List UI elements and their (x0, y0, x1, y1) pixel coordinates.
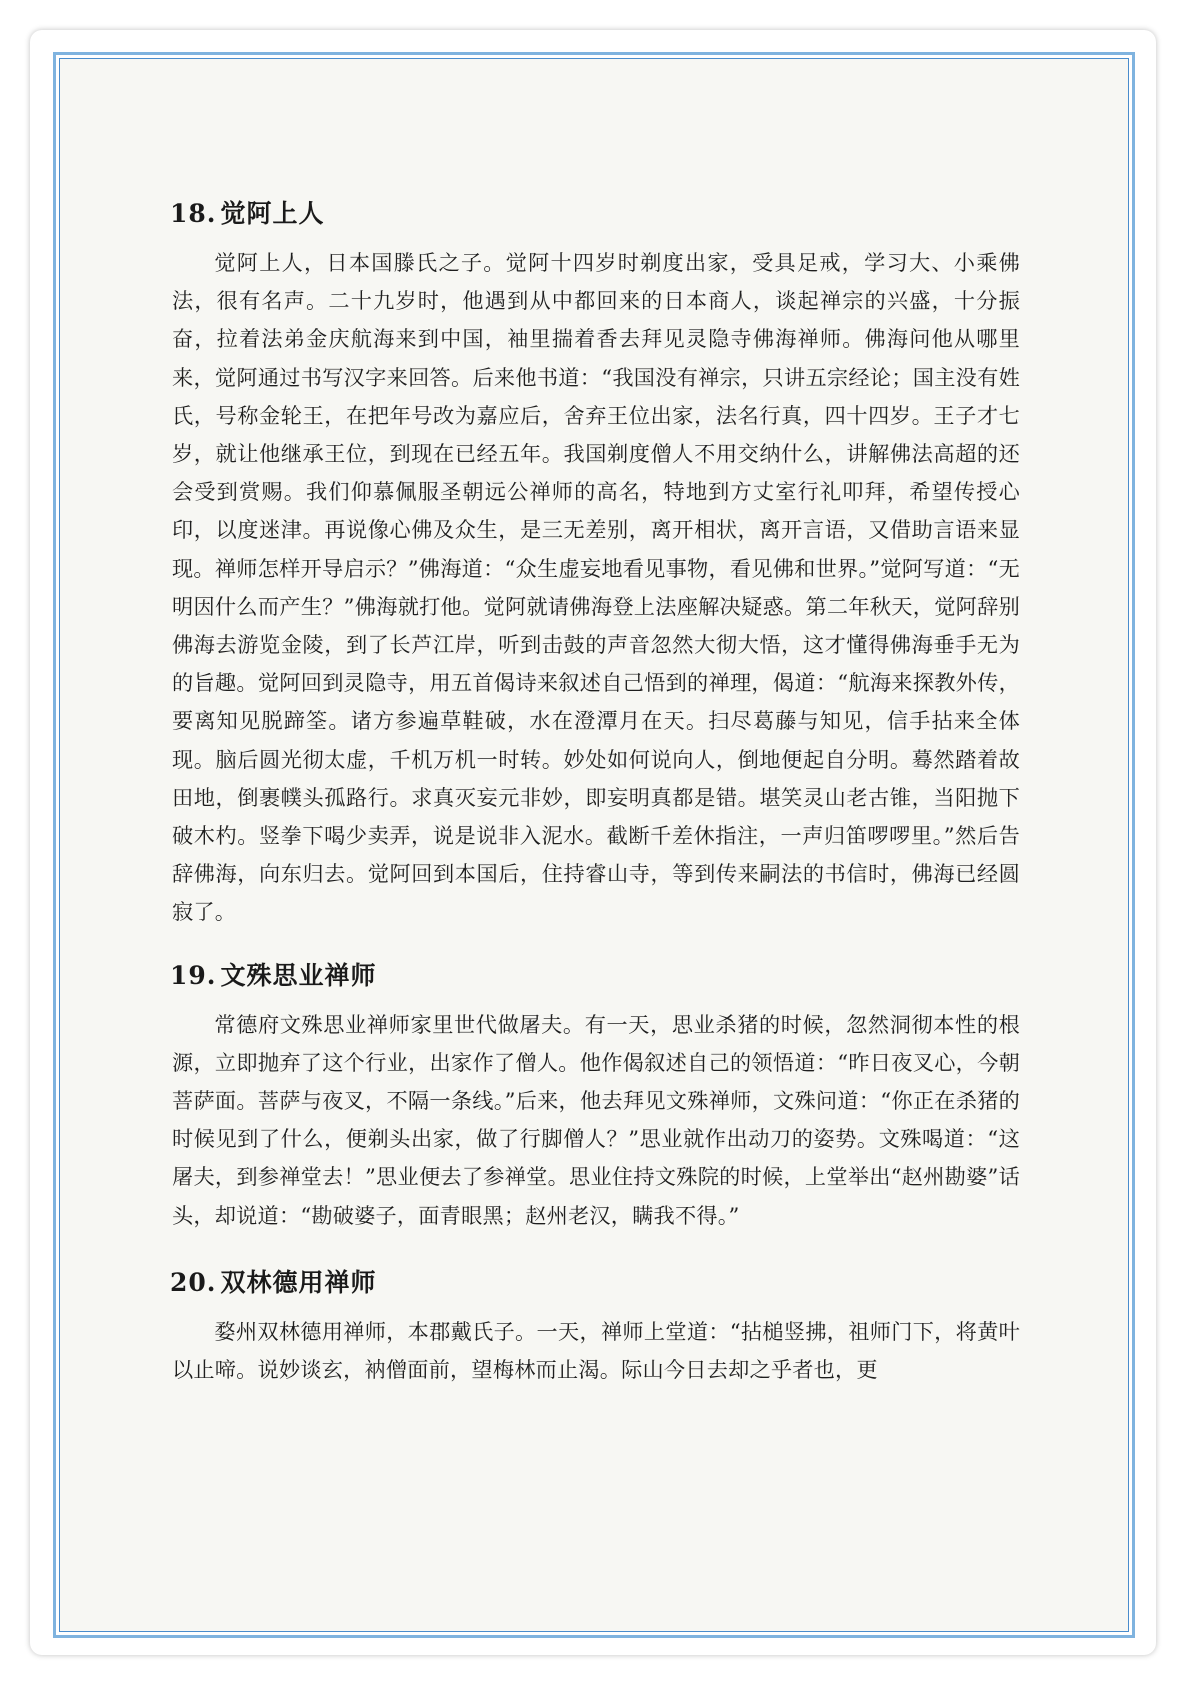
section-body: 婺州双林德用禅师，本郡戴氏子。一天，禅师上堂道：“拈槌竖拂，祖师门下，将黄叶以止啼。说妙谈玄，衲僧面前，望梅林而止渴。际山今日去却之乎者也，更 (172, 1318, 1020, 1383)
section-heading (170, 958, 1020, 994)
section-title: 双林德用禅师 (220, 1267, 377, 1297)
section-heading (170, 196, 1020, 232)
section-19 (172, 958, 1020, 1235)
section-20 (172, 1265, 1020, 1389)
section-body: 觉阿上人，日本国滕氏之子。觉阿十四岁时剃度出家，受具足戒，学习大、小乘佛法，很有名声。二十九岁时，他遇到从中都回来的日本商人，谈起禅宗的兴盛，十分振奋，拉着法弟金庆航海来到中国，袖里揣着香去拜见灵隐寺佛海禅师。佛海问他从哪里来，觉阿通过书写汉字来回答。后来他书道：“我国没有禅宗，只讲五宗经论；国主没有姓氏，号称金轮王，在把年号改为嘉应后，舍弃王位出家，法名行真，四十四岁。王子才七岁，就让他继承王位，到现在已经五年。我国剃度僧人不用交纳什么，讲解佛法高超的还会受到赏赐。我们仰慕佩服圣朝远公禅师的高名，特地到方丈室行礼叩拜，希望传授心印，以度迷津。再说像心佛及众生，是三无差别，离开相状，离开言语，又借助言语来显现。禅师怎样开导启示？”佛海道：“众生虚妄地看见事物，看见佛和世界。”觉阿写道：“无明因什么而产生？”佛海就打他。觉阿就请佛海登上法座解决疑惑。第二年秋天，觉阿辞别佛海去游览金陵，到了长芦江岸，听到击鼓的声音忽然大彻大悟，这才懂得佛海垂手无为的旨趣。觉阿回到灵隐寺，用五首偈诗来叙述自己悟到的禅理，偈道：“航海来探教外传，要离知见脱蹄筌。诸方参遍草鞋破，水在澄潭月在天。扫尽葛藤与知见，信手拈来全体现。脑后圆光彻太虚，千机万机一时转。妙处如何说向人，倒地便起自分明。蓦然踏着故田地，倒裹幞头孤路行。求真灭妄元非妙，即妄明真都是错。堪笑灵山老古锥，当阳抛下破木杓。竖拳下喝少卖弄，说是说非入泥水。截断千差休指注，一声归笛啰啰里。”然后告辞佛海，向东归去。觉阿回到本国后，住持睿山寺，等到传来嗣法的书信时，佛海已经圆寂了。 (172, 250, 1020, 925)
section-title: 文殊思业禅师 (220, 960, 377, 990)
section-number: 18. (170, 199, 217, 228)
section-18 (172, 196, 1020, 932)
page-content (172, 196, 1020, 1389)
section-number: 19. (170, 960, 217, 990)
section-heading (170, 1265, 1020, 1301)
section-number: 20. (170, 1267, 217, 1297)
section-body: 常德府文殊思业禅师家里世代做屠夫。有一天，思业杀猪的时候，忽然洞彻本性的根源，立即抛弃了这个行业，出家作了僧人。他作偈叙述自己的领悟道：“昨日夜叉心，今朝菩萨面。菩萨与夜叉，不隔一条线。”后来，他去拜见文殊禅师，文殊问道：“你正在杀猪的时候见到了什么，便剃头出家，做了行脚僧人？”思业就作出动刀的姿势。文殊喝道：“这屠夫，到参禅堂去！”思业便去了参禅堂。思业住持文殊院的时候，上堂举出“赵州勘婆”话头，却说道：“勘破婆子，面青眼黑；赵州老汉，瞒我不得。” (172, 1011, 1020, 1228)
section-title: 觉阿上人 (220, 199, 325, 228)
